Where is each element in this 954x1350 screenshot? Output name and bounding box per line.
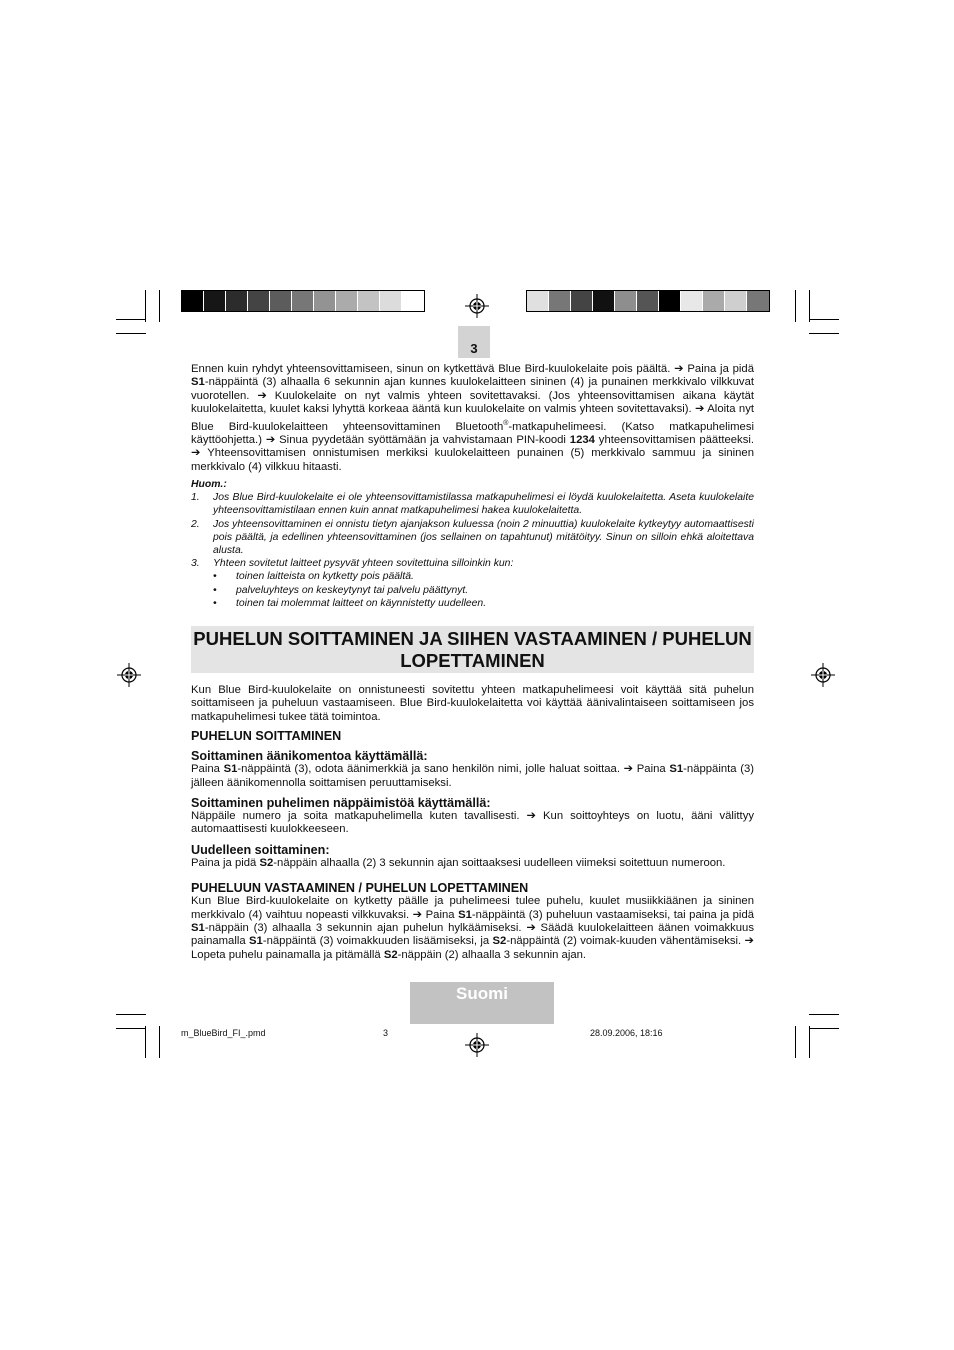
arrow-right-icon: ➔	[412, 908, 423, 921]
calling-intro: Kun Blue Bird-kuulokelaite on onnistuneesti sovitettu yhteen matkapuhelimeesi voit käyttää sitä puhelun soittamiseen ja puheluun vastaamiseen. Blue Bird-kuulokelaitetta voi käyttää äänivalintaiseen soittamiseen jos matkapuhelimesi tukee tätä toimintoa.	[191, 684, 754, 723]
note-item: 1. Jos Blue Bird-kuulokelaite ei ole yhteensovittamistilassa matkapuhelimesi ei löydä kuulokelaitetta. Aseta kuulokelaite yhteensovittamistilaan ennen kuin annat matkapuhelimesi hakea kuulokelaitetta.	[191, 492, 754, 517]
subheading-redial: Uudelleen soittaminen:	[191, 842, 330, 857]
arrow-right-icon: ➔	[674, 363, 684, 375]
arrow-right-icon: ➔	[695, 403, 705, 416]
grayscale-bar-right	[526, 290, 770, 312]
intro-paragraph: Ennen kuin ryhdyt yhteensovittamiseen, sinun on kytkettävä Blue Bird-kuulokelaite pois päältä. ➔ Paina ja pidä S1-näppäintä (3) alhaalla 6 sekunnin ajan kunnes kuulokelaitteen sininen (4) ja punainen merkkivalo vilkkuvat vuorotellen. ➔ Kuulokelaite on nyt valmis yhteen sovitettavaksi. (Jos yhteensovittamisen aikana käytät kuulokelaitetta, kuulet kaksi lyhyttä korkeaa ääntä kun kuulokelaite on valmis yhteen sovitettavaksi). ➔ Aloita nyt Blue Bird-kuulokelaitteen yhteensovittaminen Bluetooth®-matkapuhelimeesi. (Katso matkapuhelimesi käyttöohjetta.) ➔ Sinua pyydetään syöttämään ja vahvistamaan PIN-koodi 1234 yhteensovittamisen päätteeksi. ➔ Yhteensovittamisen onnistumisen merkiksi kuulokelaitteen punainen (5) merkkivalo sammuu ja sininen merkkivalo (4) vilkkuu hitaasti.	[191, 363, 755, 473]
subheading-voice: Soittaminen äänikomentoa käyttämällä:	[191, 749, 428, 764]
footer-filename: m_BlueBird_FI_.pmd	[181, 1028, 266, 1038]
registration-mark-icon	[465, 1033, 489, 1057]
arrow-right-icon: ➔	[257, 389, 267, 402]
note-bullet: • toinen tai molemmat laitteet on käynnistetty uudelleen.	[213, 597, 487, 609]
subheading-keypad: Soittaminen puhelimen näppäimistöä käyttämällä:	[191, 796, 491, 811]
registration-mark-icon	[117, 663, 141, 687]
registration-mark-icon	[465, 294, 489, 318]
language-tab: Suomi	[410, 982, 554, 1024]
note-item: 3. Yhteen sovitetut laitteet pysyvät yhteen sovitettuina silloinkin kun:	[191, 558, 514, 570]
banner-line-2: LOPETTAMINEN	[400, 649, 545, 671]
answering-paragraph: Kun Blue Bird-kuulokelaite on kytketty päälle ja puhelimeesi tulee puhelu, kuulet musiikkiäänen ja sininen merkkivalo (4) vaihtuu nopeasti vilkkuvaksi. ➔ Paina S1-näppäintä (3) puheluun vastaamiseksi, tai paina ja pidä S1-näppäin (3) alhaalla 3 sekunnin ajan puhelun hylkäämiseksi. ➔ Säädä kuulokelaitteen äänen voimakkuus painamalla S1-näppäintä (3) voimakkuuden lisäämiseksi, ja S2-näppäintä (2) voimak-kuuden vähentämiseksi. ➔ Lopeta puhelu painamalla ja pitämällä S2-näppäin (2) alhaalla 3 sekunnin ajan.	[191, 895, 755, 961]
voice-paragraph: Paina S1-näppäintä (3), odota äänimerkkiä ja sano henkilön nimi, jolle haluat soittaa. ➔ Paina S1-näppäinta (3) jälleen äänikomennolla soittamisen peruuttamiseksi.	[191, 763, 755, 789]
section-heading-calling: PUHELUN SOITTAMINEN	[191, 729, 342, 744]
arrow-right-icon: ➔	[526, 922, 536, 935]
arrow-right-icon: ➔	[265, 433, 276, 446]
note-section	[191, 478, 754, 610]
footer-page: 3	[383, 1028, 389, 1038]
intro-section	[191, 363, 754, 474]
keypad-paragraph: Näppäile numero ja soita matkapuhelimella kuten tavallisesti. ➔ Kun soittoyhteys on luotu, ääni välittyy automaattisesti kuulokkeeseen.	[191, 810, 754, 836]
note-item: 2. Jos yhteensovittaminen ei onnistu tietyn ajanjakson kuluessa (noin 2 minuuttia) kuulokelaite kytkeytyy automaattisesti pois päältä, ja edellinen yhteensovittaminen (jos sellainen on tapahtunut) mitätöityy. Sinun on silloin ehkä aloitettava alusta.	[191, 518, 754, 557]
arrow-right-icon: ➔	[526, 810, 536, 823]
note-title: Huom.:	[191, 479, 227, 490]
footer-date: 28.09.2006, 18:16	[590, 1028, 663, 1038]
page-number: 3	[458, 326, 490, 358]
arrow-right-icon: ➔	[191, 447, 201, 460]
grayscale-bar-left	[181, 290, 425, 312]
section-banner	[191, 626, 754, 673]
arrow-right-icon: ➔	[744, 935, 755, 948]
section-heading-answering: PUHELUUN VASTAAMINEN / PUHELUN LOPETTAMINEN	[191, 881, 529, 896]
calling-section	[191, 684, 754, 962]
registration-mark-icon	[811, 663, 835, 687]
arrow-right-icon: ➔	[623, 763, 634, 776]
note-bullet: • palveluyhteys on keskeytynyt tai palvelu päättynyt.	[213, 584, 469, 596]
redial-paragraph: Paina ja pidä S2-näppäin alhaalla (2) 3 sekunnin ajan soittaaksesi uudelleen viimeksi soitettuun numeroon.	[191, 856, 726, 869]
note-bullet: • toinen laitteista on kytketty pois päältä.	[213, 571, 414, 583]
banner-line-1: PUHELUN SOITTAMINEN JA SIIHEN VASTAAMINEN / PUHELUN	[193, 627, 752, 649]
